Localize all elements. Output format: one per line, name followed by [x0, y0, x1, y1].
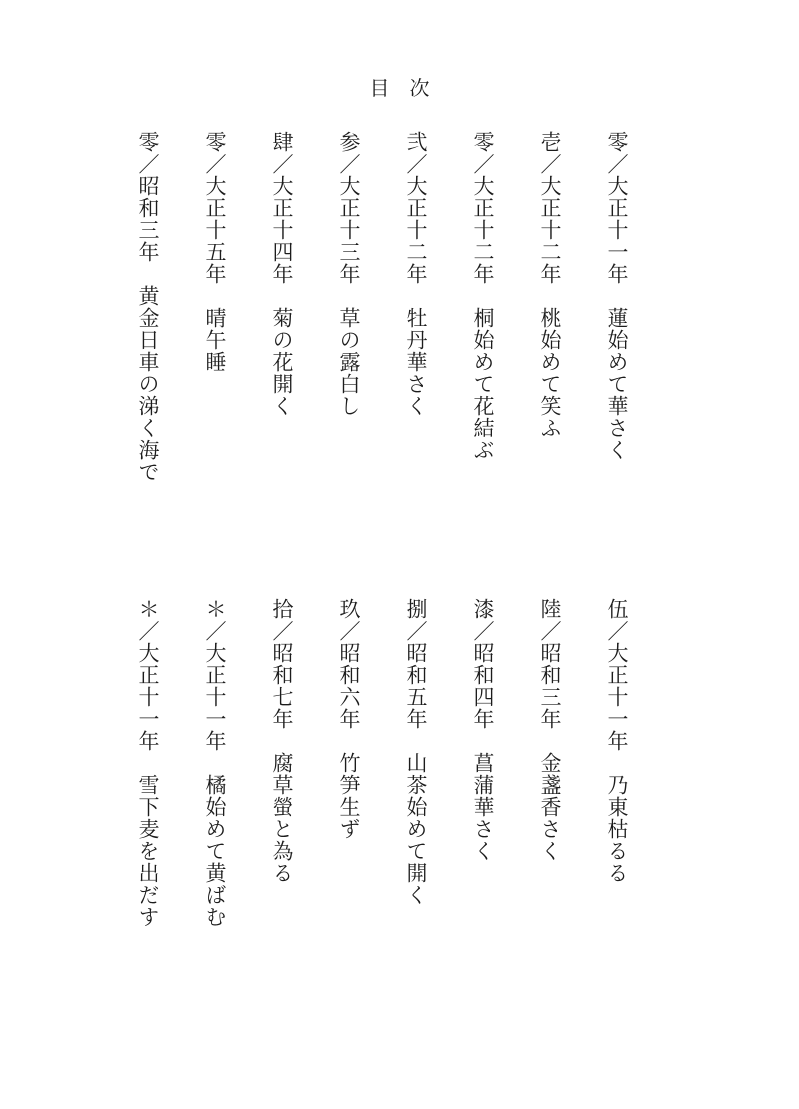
page-title: 目 次 [369, 78, 430, 100]
toc-entry-bottom-6: ＊／大正十一年 橘始めて黄ばむ [203, 598, 227, 928]
toc-entry-bottom-3: 捌／昭和五年 山茶始めて開く [404, 598, 428, 906]
toc-entry-bottom-7: ＊／大正十一年 雪下麦を出だす [136, 598, 160, 928]
toc-entry-bottom-5: 拾／昭和七年 腐草螢と為る [270, 598, 294, 884]
toc-entry-top-2: 零／大正十二年 桐始めて花結ぶ [471, 131, 495, 461]
toc-entry-top-4: 参／大正十三年 草の露白し [337, 131, 361, 417]
toc-entry-bottom-4: 玖／昭和六年 竹笋生ず [337, 598, 361, 840]
toc-entry-bottom-0: 伍／大正十一年 乃東枯るる [605, 598, 629, 884]
toc-group-bottom [91, 598, 627, 928]
toc-group-top [91, 131, 627, 483]
toc-entry-top-5: 肆／大正十四年 菊の花開く [270, 131, 294, 417]
toc-entry-top-3: 弐／大正十二年 牡丹華さく [404, 131, 428, 417]
toc-entry-top-0: 零／大正十一年 蓮始めて華さく [605, 131, 629, 461]
toc-entry-bottom-2: 漆／昭和四年 菖蒲華さく [471, 598, 495, 862]
toc-entry-top-7: 零／昭和三年 黄金日車の涕く海で [136, 131, 160, 483]
toc-entry-top-6: 零／大正十五年 晴午睡 [203, 131, 227, 373]
toc-entry-bottom-1: 陸／昭和三年 金盞香さく [538, 598, 562, 862]
toc-entry-top-1: 壱／大正十二年 桃始めて笑ふ [538, 131, 562, 439]
